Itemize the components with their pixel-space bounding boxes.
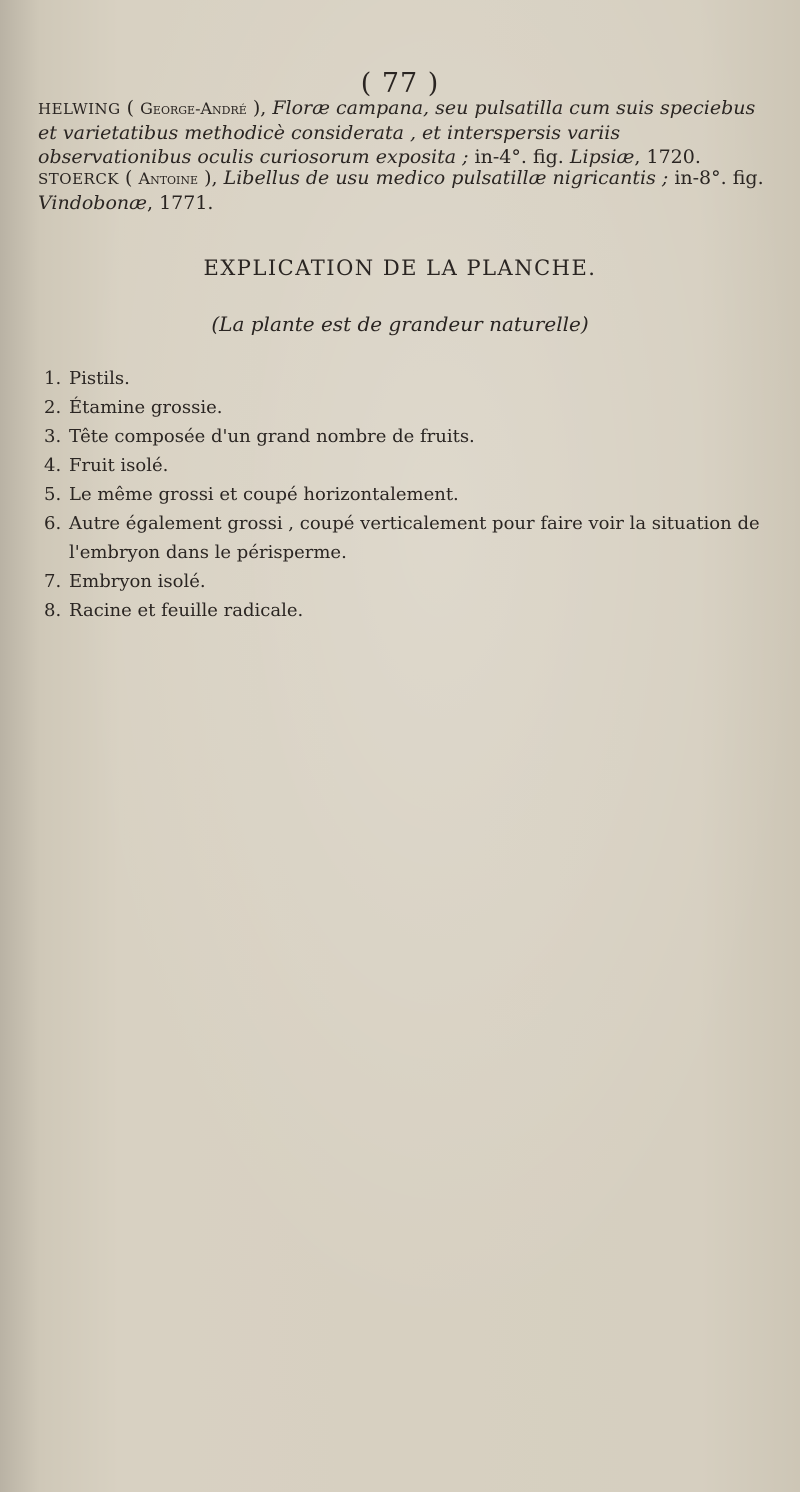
bibliography-given-name: Antoine (138, 169, 199, 188)
bibliography-entry: HELWING ( George-André ), Floræ campana, seu pulsatilla cum suis speciebus et varietatibus methodicè considerata , et interspersis variis observationibus oculis curiosorum exposita ; in-4°. fig. Lipsiæ, 1720. (38, 97, 756, 168)
item-text: Pistils. (69, 368, 130, 389)
section-subheading: (La plante est de grandeur naturelle) (211, 312, 589, 336)
item-number: 3. (44, 426, 62, 447)
item-number: 8. (44, 600, 62, 621)
item-text: Embryon isolé. (69, 571, 206, 592)
bibliography-given-name: George-André (140, 99, 247, 118)
list-item (44, 393, 764, 422)
item-number: 6. (44, 513, 62, 534)
bibliography-author: STOERCK (38, 170, 120, 188)
section-heading: EXPLICATION DE LA PLANCHE. (203, 256, 597, 280)
bibliography-title: Libellus de usu medico pulsatillæ nigricantis ; (223, 167, 669, 189)
item-text: Tête composée d'un grand nombre de fruits. (69, 426, 475, 447)
bibliography-author: HELWING (38, 100, 121, 118)
bibliography-place: Vindobonæ (38, 192, 147, 214)
bibliography-entry: STOERCK ( Antoine ), Libellus de usu medico pulsatillæ nigricantis ; in-8°. fig. Vindobonæ, 1771. (38, 167, 764, 214)
list-item (44, 567, 764, 596)
bibliography-title: Floræ campana, seu pulsatilla cum suis speciebus et varietatibus methodicè considerata , et interspersis variis observationibus oculis curiosorum exposita ; (38, 97, 756, 168)
item-number: 1. (44, 368, 62, 389)
page-number: ( 77 ) (360, 68, 440, 99)
item-text: Autre également grossi , coupé verticalement pour faire voir la situation de l'embryon dans le périsperme. (69, 513, 760, 563)
bibliography-details: in-8°. fig. (674, 167, 764, 189)
list-item (44, 480, 764, 509)
item-number: 2. (44, 397, 62, 418)
item-text: Le même grossi et coupé horizontalement. (69, 484, 459, 505)
item-text: Racine et feuille radicale. (69, 600, 304, 621)
list-item (44, 596, 764, 625)
bibliography-year: , 1771. (147, 192, 214, 214)
item-text: Fruit isolé. (69, 455, 169, 476)
bibliography-place: Lipsiæ (569, 146, 635, 168)
list-item (44, 451, 764, 480)
list-item (44, 364, 764, 393)
list-item (44, 422, 764, 451)
bibliography-year: , 1720. (634, 146, 701, 168)
plate-legend-list (44, 364, 764, 625)
item-number: 4. (44, 455, 62, 476)
item-text: Étamine grossie. (69, 397, 223, 418)
bibliography-details: in-4°. fig. (474, 146, 564, 168)
list-item (44, 509, 764, 567)
item-number: 7. (44, 571, 62, 592)
item-number: 5. (44, 484, 62, 505)
